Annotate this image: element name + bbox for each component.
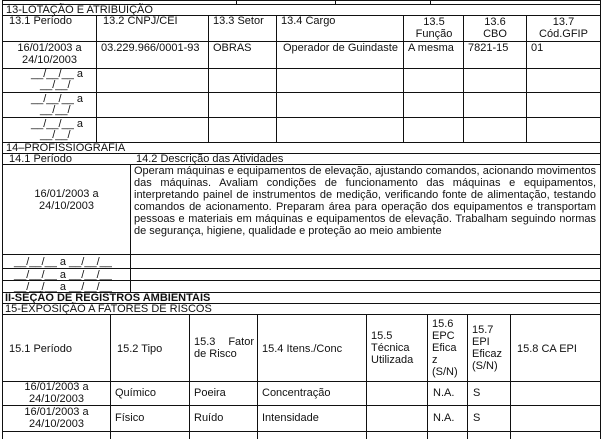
blank-13-row3-end: __/__/ xyxy=(40,129,71,141)
section-13-title: 13-LOTAÇÃO E ATRIBUIÇÃO xyxy=(6,4,153,16)
header-13-2-cnpj: 13.2 CNPJ/CEI xyxy=(103,15,178,27)
row-13-cbo: 7821-15 xyxy=(468,42,509,54)
header-15-7-sn: (S/N) xyxy=(472,360,498,372)
row-13-periodo-start: 16/01/2003 a xyxy=(17,42,82,54)
blank-13-row2-start: __/__/__ a xyxy=(31,93,83,105)
row-13-gfip: 01 xyxy=(531,42,544,54)
row-15-itens: Concentração xyxy=(262,387,331,399)
row-15-epc: N.A. xyxy=(433,412,455,424)
row-13-cnpj: 03.229.966/0001-93 xyxy=(101,42,200,54)
row-15-itens: Intensidade xyxy=(262,412,319,424)
header-15-5-utilizada: Utilizada xyxy=(371,354,414,366)
header-15-6-epc: EPC xyxy=(432,330,455,342)
header-13-7-gfip: Cód.GFIP xyxy=(539,28,588,40)
row-13-cargo: Operador de Guindaste xyxy=(283,42,398,54)
header-13-7-num: 13.7 xyxy=(552,16,575,28)
header-13-4-cargo: 13.4 Cargo xyxy=(281,15,336,27)
header-15-6-sn: (S/N) xyxy=(432,366,458,378)
header-15-2-tipo: 15.2 Tipo xyxy=(117,343,163,355)
row-15-epi: S xyxy=(473,387,481,399)
row-15-epi: S xyxy=(473,412,481,424)
row-15-periodo-end: 24/10/2003 xyxy=(28,418,85,430)
blank-13-row2-end: __/__/ xyxy=(40,104,71,116)
description-line: de segurança, higiene, qualidade e proteção ao meio ambiente xyxy=(134,225,442,237)
header-14-2-descricao: 14.2 Descrição das Atividades xyxy=(136,153,284,165)
blank-13-row3-start: __/__/__ a xyxy=(31,118,83,130)
blank-13-row1-start: __/__/__ a xyxy=(31,68,83,80)
header-14-1-periodo: 14.1 Período xyxy=(9,153,72,165)
row-13-funcao: A mesma xyxy=(408,42,454,54)
header-13-5-funcao: Função xyxy=(415,28,453,40)
blank-14-row3-period: __/__/__ a __/__/__ xyxy=(14,281,112,293)
row-15-periodo-end: 24/10/2003 xyxy=(28,393,85,405)
row-13-periodo-end: 24/10/2003 xyxy=(21,54,78,66)
header-15-8-ca-epi: 15.8 CA EPI xyxy=(517,343,577,355)
row-15-fator: Poeira xyxy=(194,387,226,399)
header-13-6-cbo: CBO xyxy=(483,28,507,40)
section-15-title: 15-EXPOSIÇÃO A FATORES DE RISCOS xyxy=(5,303,212,315)
row-15-periodo-start: 16/01/2003 a xyxy=(24,406,89,418)
header-15-6-z: z xyxy=(432,354,438,366)
row-15-tipo: Químico xyxy=(115,387,156,399)
row-14-periodo-end: 24/10/2003 xyxy=(38,200,95,212)
description-line: interpretando painel de instrumentos de medição, verificando fonte de alimentação, testando xyxy=(134,189,596,201)
header-15-5-tecnica: Técnica xyxy=(371,342,410,354)
row-15-periodo-start: 16/01/2003 a xyxy=(24,381,89,393)
row-15-epc: N.A. xyxy=(433,387,455,399)
header-15-5-num: 15.5 xyxy=(371,330,393,342)
header-13-1-periodo: 13.1 Período xyxy=(9,15,72,27)
description-line: pessoas e materiais em máquinas e equipamentos de elevação. Trabalham seguindo normas xyxy=(134,213,596,225)
row-14-periodo-start: 16/01/2003 a xyxy=(34,188,99,200)
description-line: Operam máquinas e equipamentos de elevação, ajustando comandos, acionando movimentos xyxy=(134,165,596,177)
header-15-7-epi: EPI xyxy=(472,336,490,348)
header-13-6-num: 13.6 xyxy=(484,16,506,28)
row-15-tipo: Físico xyxy=(115,412,145,424)
header-15-7-eficaz: Eficaz xyxy=(472,348,502,360)
header-15-6-num: 15.6 xyxy=(432,318,454,330)
row-15-fator: Ruído xyxy=(194,412,224,424)
blank-13-row1-end: __/__/ xyxy=(40,79,71,91)
header-15-1-periodo: 15.1 Período xyxy=(9,343,72,355)
header-13-5-num: 13.5 xyxy=(423,16,445,28)
blank-14-row2-period: __/__/__ a __/__/__ xyxy=(14,269,112,281)
header-15-4-itens: 15.4 Itens./Conc xyxy=(262,343,343,355)
description-line: comandos de acionamento. Preparam área para operação dos equipamentos e transportam xyxy=(134,201,596,213)
header-15-6-efica: Efica xyxy=(432,342,457,354)
section-ii-title: II-SEÇÃO DE REGISTROS AMBIENTAIS xyxy=(5,292,211,304)
description-line: das máquinas. Avaliam condições de funcionamento das máquinas e equipamentos, xyxy=(134,177,596,189)
header-15-7-num: 15.7 xyxy=(472,324,494,336)
header-15-3-fator-l2: de Risco xyxy=(194,348,237,360)
blank-14-row1-period: __/__/__ a __/__/__ xyxy=(14,256,112,268)
section-14-title: 14–PROFISSIOGRAFIA xyxy=(6,142,126,154)
row-13-setor: OBRAS xyxy=(213,42,252,54)
header-15-3-fator-l1: 15.3 Fator xyxy=(194,336,254,348)
header-13-3-setor: 13.3 Setor xyxy=(213,15,264,27)
